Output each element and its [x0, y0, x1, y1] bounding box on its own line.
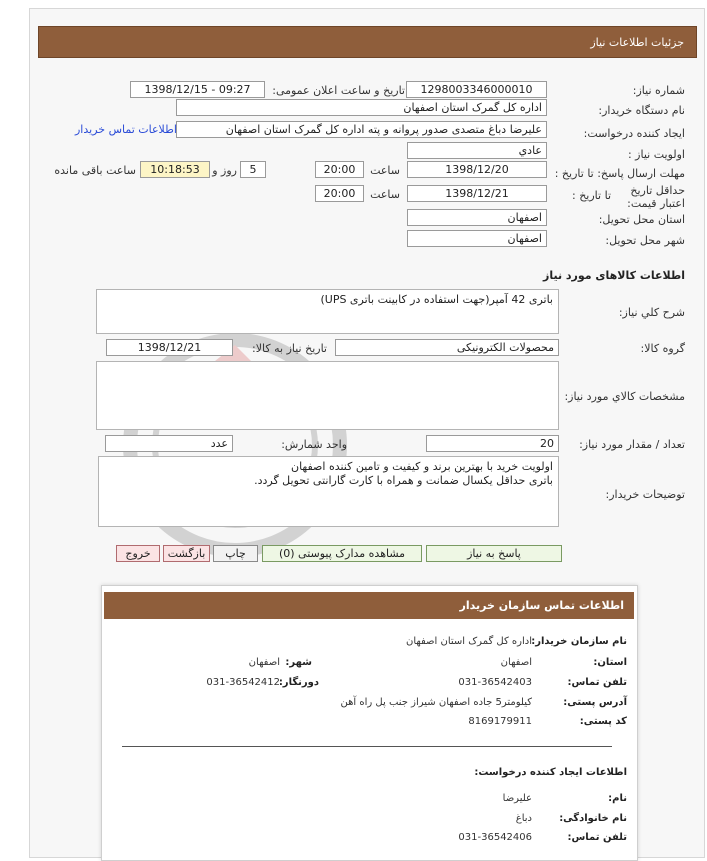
buyer-org-field: اداره کل گمرک استان اصفهان: [176, 99, 547, 116]
unit-field: عدد: [105, 435, 233, 452]
quantity-label: تعداد / مقدار مورد نیاز:: [579, 438, 685, 451]
buyer-notes-label: توضیحات خریدار:: [605, 488, 685, 501]
remaining-time-label: ساعت باقی مانده: [54, 164, 136, 177]
goods-group-field: محصولات الکترونیکی: [335, 339, 559, 356]
print-button[interactable]: چاپ: [213, 545, 258, 562]
creator-phone-value: 031-36542406: [458, 832, 532, 843]
contact-divider: [122, 746, 612, 747]
view-docs-button[interactable]: مشاهده مدارک پیوستی (0): [262, 545, 422, 562]
contact-fax-label: دورنگار:: [278, 677, 319, 688]
exit-button[interactable]: خروج: [116, 545, 160, 562]
need-number-label: شماره نیاز:: [632, 84, 685, 97]
deadline-time-field: 20:00: [315, 161, 364, 178]
back-button[interactable]: بازگشت: [163, 545, 210, 562]
province-field: اصفهان: [407, 209, 547, 226]
page-title: جزئیات اطلاعات نیاز: [590, 36, 684, 49]
creator-name-label: نام:: [608, 793, 627, 804]
creator-family-value: دباغ: [515, 813, 532, 824]
buyer-contact-title: اطلاعات تماس سازمان خریدار: [459, 599, 624, 612]
contact-org-value: اداره کل گمرک استان اصفهان: [405, 636, 532, 647]
buyer-notes-line-1: اولویت خرید با بهترین برند و کیفیت و تامین کننده اصفهان: [290, 460, 553, 473]
contact-address-label: آدرس پستی:: [563, 697, 627, 708]
announce-field: 1398/12/15 - 09:27: [130, 81, 265, 98]
specs-label: مشخصات کالاي مورد نياز:: [564, 390, 685, 403]
contact-fax-value: 031-36542412: [206, 677, 280, 688]
creator-family-label: نام خانوادگی:: [559, 813, 627, 824]
buyer-contact-panel: [101, 585, 638, 861]
deadline-days-field: 5: [240, 161, 266, 178]
buyer-notes-textarea[interactable]: [98, 456, 559, 527]
validity-date-field: 1398/12/21: [407, 185, 547, 202]
deadline-time-label: ساعت: [370, 164, 400, 177]
contact-postal-label: کد پستی:: [579, 716, 627, 727]
buyer-notes-line-2: باتری حداقل یکسال ضمانت و همراه با کارت گارانتی تحویل گردد.: [254, 474, 553, 487]
validity-time-field: 20:00: [315, 185, 364, 202]
creator-name-value: علیرضا: [502, 793, 532, 804]
requester-field: علیرضا دباغ متصدی صدور پروانه و پته اداره کل گمرک استان اصفهان: [176, 121, 547, 138]
remaining-time-field: 10:18:53: [140, 161, 210, 178]
validity-label: حداقل تاریخ اعتبار قیمت:: [627, 184, 685, 210]
announce-label: تاریخ و ساعت اعلان عمومی:: [272, 84, 405, 97]
contact-province-label: استان:: [593, 657, 627, 668]
goods-group-label: گروه کالا:: [640, 342, 685, 355]
requester-label: ایجاد کننده درخواست:: [583, 127, 685, 140]
contact-phone-value: 031-36542403: [458, 677, 532, 688]
deadline-days-label: روز و: [212, 164, 237, 177]
validity-time-label: ساعت: [370, 188, 400, 201]
reply-button[interactable]: پاسخ به نیاز: [426, 545, 562, 562]
summary-label: شرح کلي نياز:: [618, 306, 685, 319]
city-label: شهر محل تحویل:: [605, 234, 685, 247]
need-date-field: 1398/12/21: [106, 339, 233, 356]
contact-postal-value: 8169179911: [468, 716, 532, 727]
buyer-contact-link[interactable]: اطلاعات تماس خریدار: [75, 123, 177, 136]
specs-textarea[interactable]: [96, 361, 559, 430]
summary-textarea[interactable]: باتری 42 آمپر(جهت استفاده در کابینت باتری UPS): [96, 289, 559, 334]
validity-to-label: تا تاریخ :: [572, 189, 611, 202]
contact-city-label: شهر:: [285, 657, 312, 668]
page-header: [38, 26, 697, 58]
deadline-label: مهلت ارسال پاسخ: تا تاریخ :: [554, 167, 685, 180]
contact-province-value: اصفهان: [500, 657, 532, 668]
priority-label: اولویت نیاز :: [627, 148, 685, 161]
need-number-field: 1298003346000010: [406, 81, 547, 98]
creator-section-title: اطلاعات ایجاد کننده درخواست:: [474, 767, 627, 778]
quantity-field: 20: [426, 435, 559, 452]
province-label: استان محل تحویل:: [598, 213, 685, 226]
goods-section-title: اطلاعات کالاهای مورد نیاز: [543, 269, 685, 282]
contact-address-value: کیلومتر5 جاده اصفهان شیراز جنب پل راه آهن: [340, 697, 532, 708]
city-field: اصفهان: [407, 230, 547, 247]
unit-label: واحد شمارش:: [281, 438, 347, 451]
creator-phone-label: تلفن تماس:: [567, 832, 627, 843]
contact-org-label: نام سازمان خریدار:: [531, 636, 627, 647]
buyer-contact-header: [104, 592, 634, 619]
contact-phone-label: تلفن تماس:: [567, 677, 627, 688]
priority-field: عادي: [407, 142, 547, 159]
contact-city-value: اصفهان: [248, 657, 280, 668]
need-date-label: تاریخ نیاز به کالا:: [252, 342, 327, 355]
deadline-date-field: 1398/12/20: [407, 161, 547, 178]
buyer-org-label: نام دستگاه خریدار:: [598, 104, 685, 117]
